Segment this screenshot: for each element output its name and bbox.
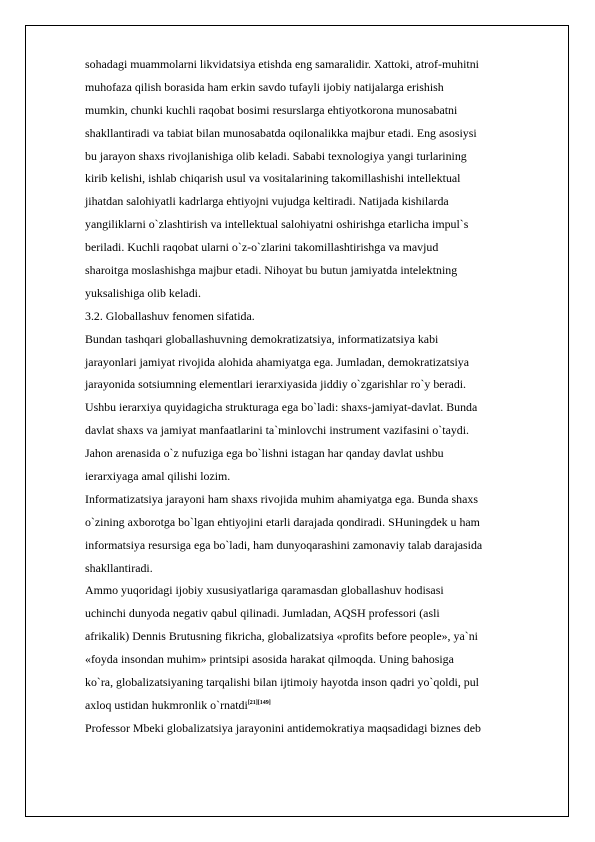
text-line: jarayonida sotsiumning elementlari ierarxiyasida jiddiy o`zgarishlar ro`y beradi. [85, 377, 467, 392]
text-line: mumkin, chunki kuchli raqobat bosimi resurslarga ehtiyotkorona munosabatni [85, 102, 458, 117]
text-line: yuksalishiga olib keladi. [85, 285, 201, 300]
text-line: kirib kelishi, ishlab chiqarish usul va vositalarining takomillashishi intellektual [85, 171, 461, 186]
text-line-with-footnote [85, 694, 560, 717]
text-line: jarayonlari jamiyat rivojida alohida ahamiyatga ega. Jumladan, demokratizatsiya [85, 354, 469, 369]
section-heading: 3.2. Globallashuv fenomen sifatida. [85, 308, 255, 323]
text-line: o`zining axborotga bo`lgan ehtiyojini etarli darajada qondiradi. SHuningdek u ham [85, 514, 480, 529]
text-line: jihatdan salohiyatli kadrlarga ehtiyojni vujudga keltiradi. Natijada kishilarda [85, 194, 449, 209]
text-line: Jahon arenasida o`z nufuziga ega bo`lishni istagan har qanday davlat ushbu [85, 446, 444, 461]
text-line: Bundan tashqari globallashuvning demokratizatsiya, informatizatsiya kabi [85, 331, 439, 346]
text-line: bu jarayon shaxs rivojlanishiga olib keladi. Sababi texnologiya yangi turlarining [85, 148, 467, 163]
text-line-content: axloq ustidan hukmronlik o`rnatdi [85, 697, 248, 712]
document-body [85, 53, 560, 740]
text-line: Ushbu ierarxiya quyidagicha strukturaga ega bo`ladi: shaxs-jamiyat-davlat. Bunda [85, 400, 478, 415]
text-line: ko`ra, globalizatsiyaning tarqalishi bilan ijtimoiy hayotda inson qadri yo`qoldi, pul [85, 675, 479, 690]
text-line: muhofaza qilish borasida ham erkin savdo tufayli ijobiy natijalarga erishish [85, 79, 444, 94]
footnote-reference[interactable]: [21][149] [247, 699, 271, 706]
text-line: «foyda insondan muhim» printsipi asosida harakat qilmoqda. Uning bahosiga [85, 652, 454, 667]
text-line: shakllantiradi va tabiat bilan munosabatda oqilonalikka majbur etadi. Eng asosiysi [85, 125, 477, 140]
text-line: yangiliklarni o`zlashtirish va intellektual salohiyatni oshirishga etarlicha impul`s [85, 217, 469, 232]
text-line: afrikalik) Dennis Brutusning fikricha, globalizatsiya «profits before people», ya`ni [85, 629, 478, 644]
text-line: sohadagi muammolarni likvidatsiya etishda eng samaralidir. Xattoki, atrof-muhitni [85, 57, 479, 71]
text-line: Professor Mbeki globalizatsiya jarayonini antidemokratiya maqsadidagi biznes deb [85, 720, 481, 735]
text-line: shakllantiradi. [85, 560, 153, 575]
text-line: Informatizatsiya jarayoni ham shaxs rivojida muhim ahamiyatga ega. Bunda shaxs [85, 491, 478, 506]
text-line: sharoitga moslashishga majbur etadi. Nihoyat bu butun jamiyatda intelektning [85, 263, 458, 278]
text-line: Ammo yuqoridagi ijobiy xususiyatlariga qaramasdan globallashuv hodisasi [85, 583, 444, 598]
text-line: informatsiya resursiga ega bo`ladi, ham dunyoqarashini zamonaviy talab darajasida [85, 537, 483, 552]
text-line: uchinchi dunyoda negativ qabul qilinadi. Jumladan, AQSH professori (asli [85, 606, 440, 621]
text-line: davlat shaxs va jamiyat manfaatlarini ta`minlovchi instrument vazifasini o`taydi. [85, 423, 470, 438]
text-line: ierarxiyaga amal qilishi lozim. [85, 469, 231, 484]
text-line: beriladi. Kuchli raqobat ularni o`z-o`zlarini takomillashtirishga va mavjud [85, 240, 439, 255]
